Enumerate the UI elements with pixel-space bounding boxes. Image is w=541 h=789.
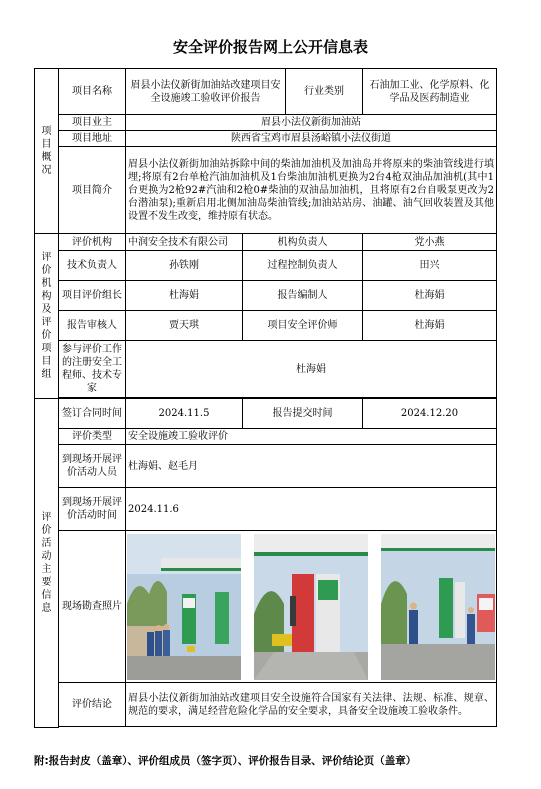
site-photo-1 [127,534,241,680]
owner-label: 项目业主 [59,115,126,131]
section-agency: 评价机构及评价项目组 [35,234,59,399]
onsite-time-value: 2024.11.6 [126,488,497,531]
section-activity: 评价活动主要信息 [35,399,59,728]
site-photo-2 [254,534,368,680]
site-photo-3 [381,534,495,680]
tech-head-value: 孙铁刚 [126,251,243,281]
contract-time-value: 2024.11.5 [126,399,243,429]
safety-assessor-value: 杜海娟 [363,311,497,341]
safety-assessor-label: 项目安全评价师 [243,311,363,341]
onsite-people-value: 杜海娟、赵毛月 [126,445,497,488]
submit-time-value: 2024.12.20 [363,399,497,429]
intro-value: 眉县小法仪新街加油站拆除中间的柴油加油机及加油岛并将原来的柴油管线进行填埋;将原有2台单枪汽油加油机及1台柴油加油机更换为2台4枪双油品加油机(其中1台更换为2枪92#汽油和2枪0#柴油的双油品加油机，且将原有2台自吸泵更改为2台潜油泵);重新启用北侧加油岛柴油管线;加油站站房、油罐、油气回收装置及其他设置不发生改变，维持原有状态。 [126,147,497,234]
tech-head-label: 技术负责人 [59,251,126,281]
footer-note: 附:报告封皮（盖章）、评价组成员（签字页）、评价报告目录、评价结论页（盖章） [34,755,417,767]
process-head-value: 田兴 [363,251,497,281]
eval-type-label: 评价类型 [59,429,126,445]
site-photos-cell [126,531,497,683]
address-label: 项目地址 [59,131,126,147]
project-name-label: 项目名称 [59,69,126,115]
org-head-value: 党小燕 [363,234,497,251]
conclusion-label: 评价结论 [59,683,126,727]
onsite-people-label: 到现场开展评价活动人员 [59,445,126,488]
report-writer-value: 杜海娟 [363,281,497,311]
onsite-time-label: 到现场开展评价活动时间 [59,488,126,531]
industry-label: 行业类别 [286,69,363,115]
eval-type-value: 安全设施竣工验收评价 [126,429,497,445]
page-title: 安全评价报告网上公开信息表 [172,38,368,56]
conclusion-value: 眉县小法仪新街加油站改建项目安全设施符合国家有关法律、法规、标准、规章、规范的要求，满足经营危险化学品的安全要求，具备安全设施竣工验收条件。 [126,683,497,727]
project-name-value: 眉县小法仪新街加油站改建项目安全设施竣工验收评价报告 [126,69,286,115]
report-reviewer-value: 贾天琪 [126,311,243,341]
owner-value: 眉县小法仪新街加油站 [126,115,497,131]
submit-time-label: 报告提交时间 [243,399,363,429]
process-head-label: 过程控制负责人 [243,251,363,281]
report-reviewer-label: 报告审核人 [59,311,126,341]
site-photos-label: 现场勘查照片 [59,531,126,683]
team-leader-value: 杜海娟 [126,281,243,311]
org-head-label: 机构负责人 [243,234,363,251]
org-value: 中润安全技术有限公司 [126,234,243,251]
info-table [34,68,497,728]
contract-time-label: 签订合同时间 [59,399,126,429]
intro-label: 项目简介 [59,147,126,234]
org-label: 评价机构 [59,234,126,251]
engineers-value: 杜海娟 [126,341,497,398]
industry-value: 石油加工业、化学原料、化学品及医药制造业 [363,69,497,115]
report-writer-label: 报告编制人 [243,281,363,311]
team-leader-label: 项目评价组长 [59,281,126,311]
address-value: 陕西省宝鸡市眉县汤峪镇小法仪街道 [126,131,497,147]
section-project-overview: 项目概况 [35,69,59,234]
engineers-label: 参与评价工作的注册安全工程师、技术专家 [59,341,126,398]
